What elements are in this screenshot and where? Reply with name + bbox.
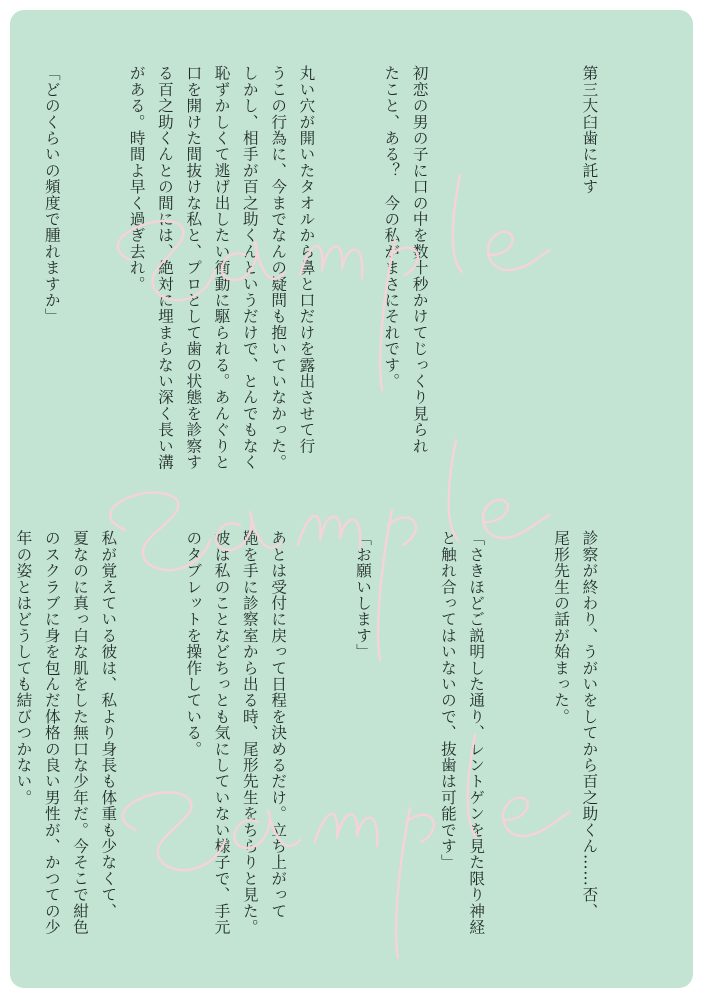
paragraph: 診察が終わり、うがいをしてから百之助くん……否、 尾形先生の話が始まった。 <box>552 530 599 919</box>
dialogue-line: 「お願いします」 <box>354 530 373 660</box>
paragraph: 私が覚えている彼は、私より身長も体重も少なくて、 夏なのに真っ白な肌をした無口な少年だ。今そこで紺色 のスクラブに身を包んだ体格の良い男性が、かつての少 年の姿とはどうしても結びつかない。 <box>14 530 118 935</box>
page-title: 第三大臼歯に託す <box>580 65 599 195</box>
paragraph: あとは受付に戻って日程を決めるだけ。立ち上がって 鞄を手に診察室から出る時、尾形先生をちらりと見た。 彼は私のことなどちっとも気にしていない様子で、手元 のタブレットを操作している。 <box>184 530 288 935</box>
dialogue-line: 「どのくらいの頻度で腫れますか」 <box>42 65 61 325</box>
bottom-text-block <box>10 530 660 970</box>
manuscript-page <box>10 10 693 988</box>
spacer-column <box>490 65 518 495</box>
dialogue-line: 「さきほどご説明した通り、レントゲンを見た限り神経 と触れ合ってはいないので、抜歯は可能です」 <box>438 530 486 935</box>
top-text-block <box>10 65 660 495</box>
paragraph: 丸い穴が開いたタオルから鼻と口だけを露出させて行 うこの行為に、今までなんの疑問も抱いていなかった。 しかし、相手が百之助くんというだけで、とんでもなく 恥ずかしくて逃げ出したい衝動に駆られる。あんぐりと 口を開けた間抜けな私と、プロとして歯の状態を診察す る百之助くんとの間には、絶対に埋まらない深く長い溝 がある。時間よ早く過ぎ去れ。 <box>127 65 316 470</box>
paragraph: 初恋の男の子に口の中を数十秒かけてじっくり見られ たこと、ある？ 今の私がまさにそれです。 <box>382 65 429 454</box>
